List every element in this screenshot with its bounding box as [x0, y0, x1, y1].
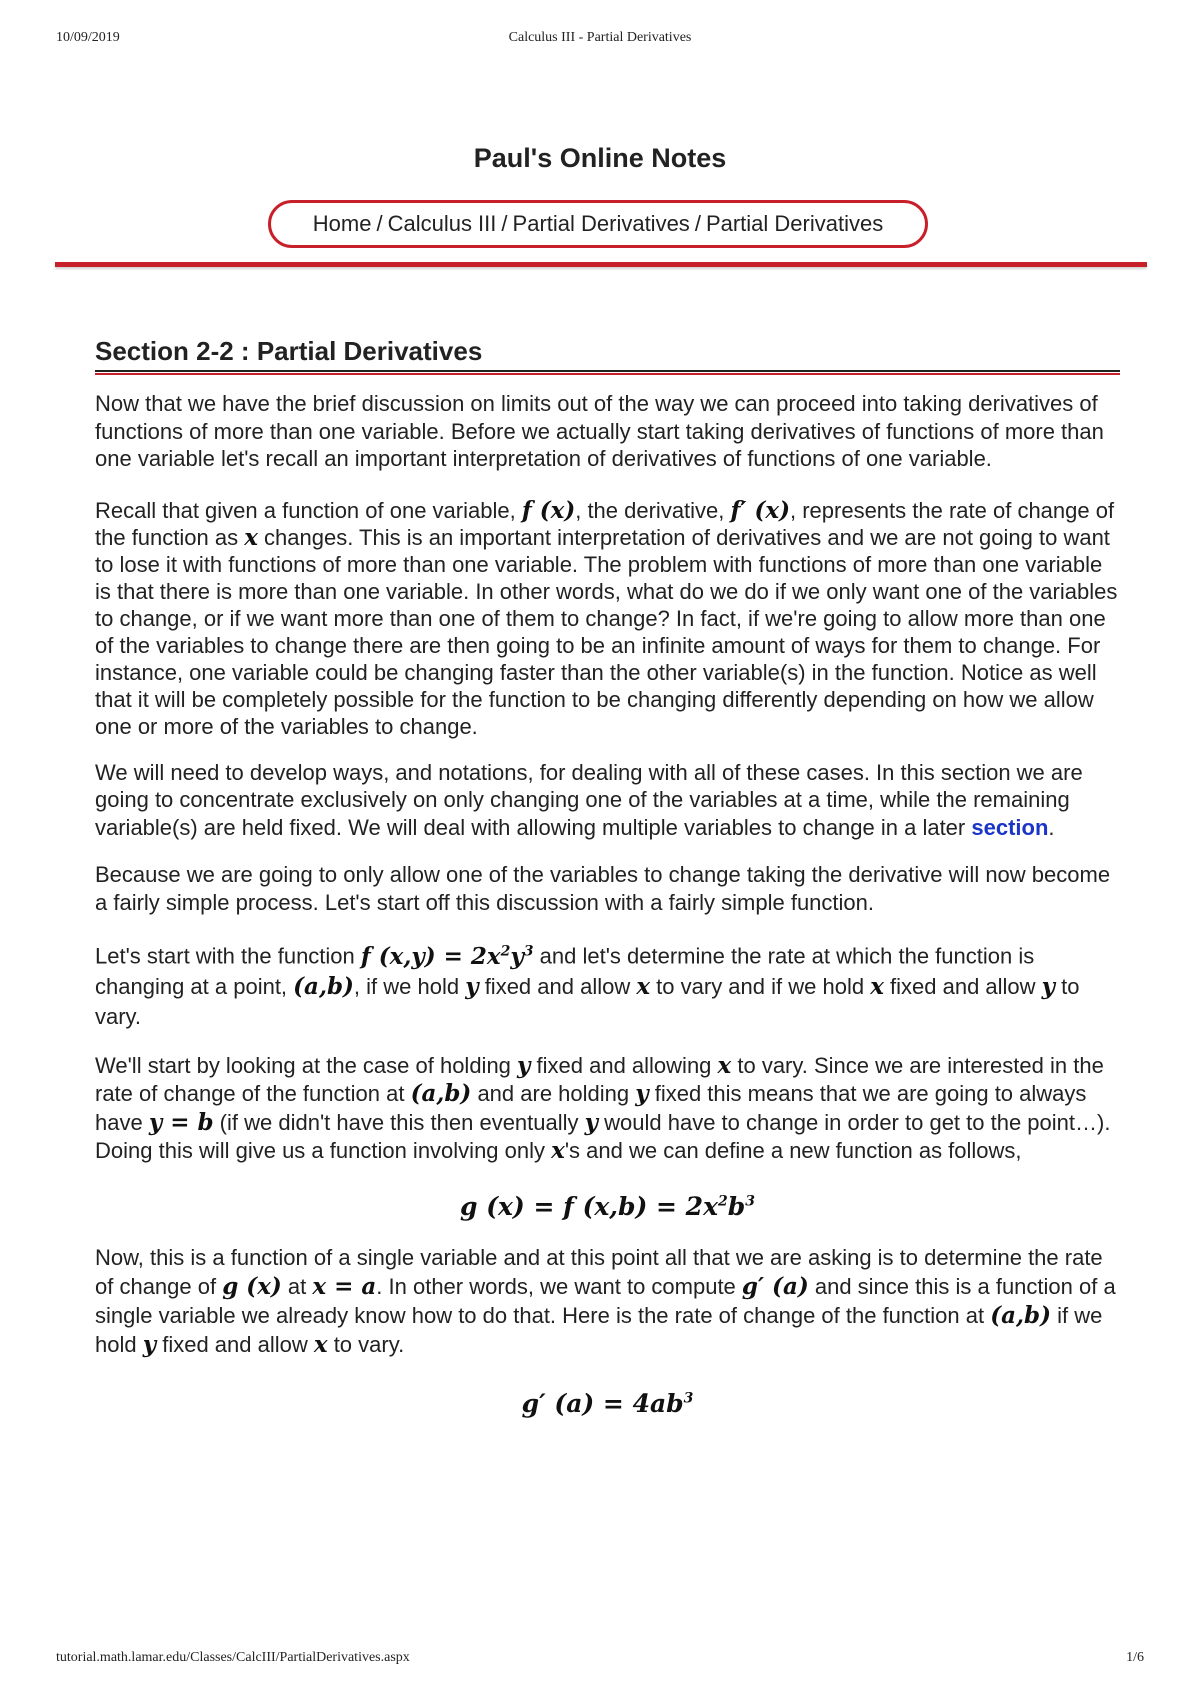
- paragraph-intro: Now that we have the brief discussion on limits out of the way we can proceed into taking derivatives of functions of more than one variable. Before we actually start taking derivatives of functions of more than one variable let's recall an important interpretation of derivatives of functions of one variable.: [95, 391, 1104, 471]
- math-point-ab: (a,b): [293, 972, 354, 1000]
- equation-gprime-a: g′ $(a) = 4ab^3$: [521, 1388, 694, 1418]
- section-link[interactable]: section: [971, 814, 1049, 840]
- math-y: y: [517, 1051, 531, 1079]
- math-x-equals-a: x = a: [312, 1272, 377, 1300]
- main-content: [95, 336, 1120, 1418]
- print-footer: [56, 1650, 1144, 1670]
- math-function-f: f $(x,y) = 2x^2y^3$: [360, 942, 534, 970]
- breadcrumb-home[interactable]: Home: [312, 211, 372, 236]
- section-title: Section 2-2 : Partial Derivatives: [95, 336, 1120, 372]
- paragraph-holding-y: We'll start by looking at the case of holding y fixed and allowing x to vary. Since we are interested in the rate of change of the function at (a,b) and are holding y fixed this means that we are going to always have y = b (if we didn't have this then eventually y would have to change in order to get to the point…). Doing this will give us a function involving only x's and we can define a new function as follows,: [95, 1051, 1111, 1165]
- paragraph-single-variable: Now, this is a function of a single variable and at this point all that we are asking is to determine the rate of change of g (x) at x = a. In other words, we want to compute g′ (a) and since this is a function of a single variable we already know how to do that. Here is the rate of change of the function at (a,b) if we hold y fixed and allow x to vary.: [95, 1244, 1116, 1358]
- math-y: y: [142, 1330, 157, 1358]
- math-y: y: [635, 1080, 649, 1108]
- breadcrumb-separator: /: [694, 211, 701, 236]
- equation-g-of-x: g (x) = f $(x,b) = 2x^2b^3$: [460, 1191, 755, 1221]
- math-fprime-x: f′ (x): [730, 496, 790, 524]
- math-x: x: [636, 972, 651, 1000]
- paragraph-function: Let's start with the function f $(x,y) = 2x^2y^3$ and let's determine the rate at which the function is changing at a point, (a,b), if we hold y fixed and allow x to vary and if we hold x fixed and allow y to vary.: [95, 942, 1080, 1029]
- site-title[interactable]: Paul's Online Notes: [473, 143, 727, 173]
- math-x: x: [870, 972, 884, 1000]
- print-page-title: Calculus III - Partial Derivatives: [508, 30, 692, 45]
- math-x: x: [717, 1051, 732, 1079]
- breadcrumb-separator: /: [376, 211, 383, 236]
- breadcrumb-current: Partial Derivatives: [705, 211, 884, 236]
- math-y: y: [465, 972, 479, 1000]
- header-divider: [55, 262, 1147, 267]
- math-x: x: [313, 1330, 328, 1358]
- math-y-equals-b: y = b: [148, 1108, 214, 1136]
- breadcrumb: [268, 200, 928, 248]
- breadcrumb-calculus-iii[interactable]: Calculus III: [387, 211, 497, 236]
- math-y: y: [1041, 972, 1056, 1000]
- math-y: y: [584, 1108, 599, 1136]
- section-title-underline: [95, 373, 1120, 375]
- paragraph-simple-process: Because we are going to only allow one of the variables to change taking the derivative will now become a fairly simple process. Let's start off this discussion with a fairly simple function.: [95, 862, 1111, 915]
- paragraph-recall: Recall that given a function of one variable, f (x), the derivative, f′ (x), represents the rate of change of the function as x changes. This is an important interpretation of derivatives and we are not going to want to lose it with functions of more than one variable. The problem with functions of more than one variable is that there is more than one variable. In other words, what do we do if we only want one of the variables to change, or if we want more than one of them to change? In fact, if we're going to allow more than one of the variables to change there are then going to be an infinite amount of ways for them to change. For instance, one variable could be changing faster than the other variable(s) in the function. Notice as well that it will be completely possible for the function to be changing differently depending on how we allow one or more of the variables to change.: [95, 496, 1118, 739]
- print-date: 10/09/2019: [56, 30, 120, 45]
- math-point-ab: (a,b): [410, 1080, 472, 1108]
- math-x: x: [244, 523, 258, 551]
- math-fx: f (x): [521, 496, 576, 524]
- print-header: [56, 30, 1144, 50]
- breadcrumb-separator: /: [501, 211, 508, 236]
- math-x: x: [551, 1137, 565, 1165]
- math-point-ab: (a,b): [990, 1301, 1051, 1329]
- print-page-number: 1/6: [1126, 1650, 1144, 1665]
- math-gprime-a: g′ (a): [741, 1272, 809, 1300]
- print-url: tutorial.math.lamar.edu/Classes/CalcIII/PartialDerivatives.aspx: [56, 1650, 410, 1665]
- paragraph-notations: We will need to develop ways, and notations, for dealing with all of these cases. In this section we are going to concentrate exclusively on only changing one of the variables at a time, while the remaining variable(s) are held fixed. We will deal with allowing multiple variables to change in a later section.: [95, 759, 1083, 840]
- breadcrumb-chapter[interactable]: Partial Derivatives: [512, 211, 690, 236]
- math-gx: g (x): [222, 1272, 282, 1300]
